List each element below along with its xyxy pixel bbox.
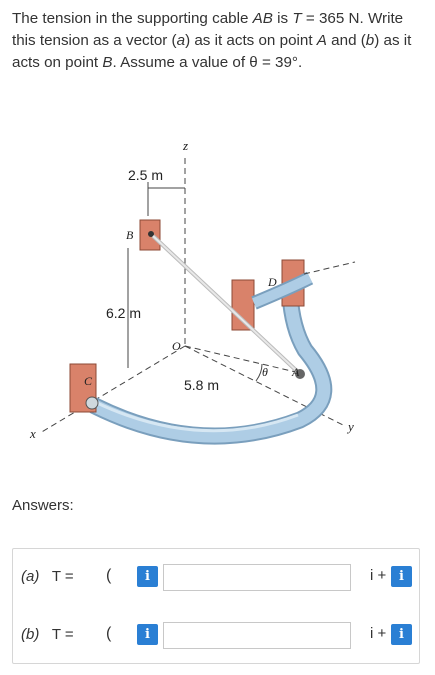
answer-a-var: T = — [51, 568, 74, 585]
answer-a-i-input[interactable] — [163, 564, 351, 591]
answer-b-i-input[interactable] — [163, 622, 351, 649]
z-label: z — [183, 138, 189, 153]
answer-row-a — [13, 561, 419, 593]
answer-row-b — [13, 619, 419, 651]
answer-a-i-unit: i + — [370, 567, 387, 584]
label-theta: θ — [262, 365, 268, 379]
label-d: D — [268, 275, 277, 289]
problem-point-b: B — [102, 54, 113, 71]
info-icon[interactable]: i — [137, 624, 158, 645]
label-o: O — [172, 339, 181, 353]
problem-text: N. Write this tension as a vector ( — [12, 10, 404, 49]
problem-text: of θ = 39°. — [232, 54, 303, 71]
problem-var-a: a — [176, 32, 186, 49]
cable-ab-highlight — [153, 236, 300, 374]
problem-text: . Assume a value — [112, 54, 229, 71]
label-a: A — [292, 365, 300, 379]
cable-pipe-figure — [0, 128, 435, 468]
dim-2-5m: 2.5 m — [128, 167, 164, 183]
y-label: y — [348, 419, 354, 434]
info-icon[interactable]: i — [391, 566, 412, 587]
dim-6-2m: 6.2 m — [106, 305, 142, 321]
problem-text: is — [277, 10, 289, 27]
answer-b-label — [21, 626, 74, 643]
x-label: x — [30, 426, 36, 441]
answer-b-var: T = — [51, 626, 74, 643]
info-icon[interactable]: i — [137, 566, 158, 587]
problem-statement — [12, 8, 424, 74]
problem-text: ) as it acts on point — [12, 32, 412, 71]
dim-5-8m: 5.8 m — [184, 377, 220, 393]
problem-var-t: T — [292, 10, 302, 27]
problem-var-b: b — [365, 32, 375, 49]
answer-a-label — [21, 568, 74, 585]
answers-panel — [12, 548, 420, 664]
clamp-c — [86, 397, 98, 409]
answers-title: Answers: — [12, 497, 74, 514]
problem-text: = 365 — [305, 10, 345, 27]
label-c: C — [84, 374, 93, 388]
problem-point-a: A — [316, 32, 327, 49]
label-b: B — [126, 228, 134, 242]
problem-text: point — [279, 32, 313, 49]
problem-text: and ( — [331, 32, 366, 49]
answer-a-part: (a) — [21, 568, 40, 585]
problem-var-ab: AB — [252, 10, 273, 27]
info-icon[interactable]: i — [391, 624, 412, 645]
answer-b-paren: ( — [106, 625, 112, 642]
problem-text: ) as it acts on — [185, 32, 276, 49]
answer-b-i-unit: i + — [370, 625, 387, 642]
answer-a-paren: ( — [106, 567, 112, 584]
d-line — [304, 262, 355, 274]
answer-b-part: (b) — [21, 626, 40, 643]
problem-text: The tension in the supporting cable — [12, 10, 249, 27]
